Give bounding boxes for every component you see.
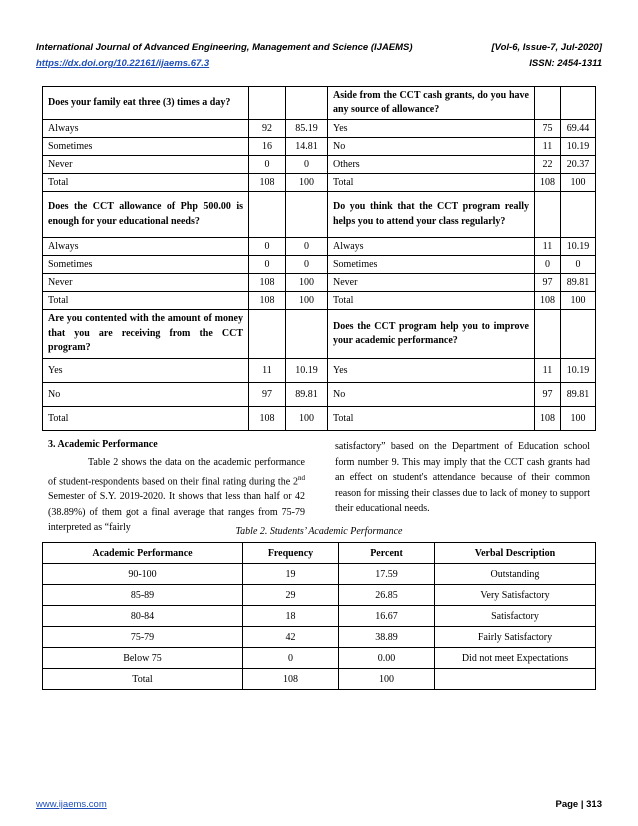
- table-header-row: [43, 543, 596, 564]
- verbal-description-cell: Outstanding: [435, 564, 596, 585]
- percent-cell: 100: [286, 274, 328, 292]
- empty-cell: [535, 192, 561, 238]
- frequency-cell: 11: [535, 359, 561, 383]
- frequency-cell: 108: [249, 407, 286, 431]
- table-row: [43, 256, 596, 274]
- paragraph-right: satisfactory” based on the Department of Education school form number 9. This may imply that the CCT cash grants had an effect on student's attendance because of their common reason for missing their classes due to lack of money to support their educational needs.: [335, 441, 590, 514]
- table-row: [43, 383, 596, 407]
- percent-cell: 17.59: [339, 564, 435, 585]
- verbal-description-cell: Fairly Satisfactory: [435, 627, 596, 648]
- response-label: Yes: [328, 120, 535, 138]
- empty-cell: [561, 87, 596, 120]
- performance-range-cell: Total: [43, 669, 243, 690]
- frequency-cell: 11: [535, 238, 561, 256]
- percent-cell: 38.89: [339, 627, 435, 648]
- response-label: Always: [328, 238, 535, 256]
- question-right: Does the CCT program help you to improve your academic performance?: [328, 310, 535, 359]
- frequency-cell: 0: [249, 156, 286, 174]
- response-label: Yes: [328, 359, 535, 383]
- percent-cell: 10.19: [561, 238, 596, 256]
- empty-cell: [561, 310, 596, 359]
- volume-issue: [Vol-6, Issue-7, Jul-2020]: [491, 42, 602, 53]
- performance-range-cell: 80-84: [43, 606, 243, 627]
- response-label: Total: [43, 407, 249, 431]
- frequency-cell: 11: [249, 359, 286, 383]
- percent-cell: 0: [561, 256, 596, 274]
- frequency-cell: 108: [249, 292, 286, 310]
- doi-link[interactable]: https://dx.doi.org/10.22161/ijaems.67.3: [36, 58, 210, 69]
- page-footer: [36, 799, 602, 810]
- question-row: [43, 192, 596, 238]
- frequency-cell: 108: [249, 174, 286, 192]
- percent-cell: 100: [286, 407, 328, 431]
- response-label: Sometimes: [43, 256, 249, 274]
- response-label: Sometimes: [328, 256, 535, 274]
- survey-results-table: [42, 86, 596, 431]
- verbal-description-cell: Very Satisfactory: [435, 585, 596, 606]
- frequency-cell: 108: [535, 292, 561, 310]
- frequency-cell: 108: [249, 274, 286, 292]
- response-label: No: [328, 383, 535, 407]
- empty-cell: [535, 87, 561, 120]
- frequency-cell: 108: [243, 669, 339, 690]
- academic-performance-table: [42, 542, 596, 690]
- percent-cell: 100: [561, 407, 596, 431]
- response-label: No: [328, 138, 535, 156]
- frequency-cell: 0: [243, 648, 339, 669]
- frequency-cell: 16: [249, 138, 286, 156]
- table-row: [43, 627, 596, 648]
- frequency-cell: 0: [249, 256, 286, 274]
- verbal-description-cell: Satisfactory: [435, 606, 596, 627]
- percent-cell: 89.81: [561, 274, 596, 292]
- frequency-cell: 0: [249, 238, 286, 256]
- percent-cell: 20.37: [561, 156, 596, 174]
- percent-cell: 0: [286, 238, 328, 256]
- frequency-cell: 97: [535, 383, 561, 407]
- header-academic-performance: Academic Performance: [43, 543, 243, 564]
- frequency-cell: 19: [243, 564, 339, 585]
- empty-cell: [561, 192, 596, 238]
- table-row: [43, 274, 596, 292]
- performance-range-cell: 85-89: [43, 585, 243, 606]
- para-left-sup: nd: [298, 473, 305, 482]
- table-2-caption: Table 2. Students’ Academic Performance: [235, 526, 403, 537]
- question-left: Are you contented with the amount of money that you are receiving from the CCT program?: [43, 310, 249, 359]
- empty-cell: [286, 310, 328, 359]
- frequency-cell: 108: [535, 174, 561, 192]
- site-link[interactable]: www.ijaems.com: [36, 799, 107, 810]
- percent-cell: 14.81: [286, 138, 328, 156]
- question-right: Aside from the CCT cash grants, do you have any source of allowance?: [328, 87, 535, 120]
- frequency-cell: 11: [535, 138, 561, 156]
- frequency-cell: 97: [535, 274, 561, 292]
- header-frequency: Frequency: [243, 543, 339, 564]
- table-row: [43, 648, 596, 669]
- percent-cell: 100: [286, 174, 328, 192]
- header-percent: Percent: [339, 543, 435, 564]
- percent-cell: 10.19: [286, 359, 328, 383]
- frequency-cell: 22: [535, 156, 561, 174]
- running-header: [36, 42, 602, 53]
- response-label: Never: [43, 274, 249, 292]
- table-row: [43, 669, 596, 690]
- question-left: Does your family eat three (3) times a day?: [43, 87, 249, 120]
- table-row: [43, 120, 596, 138]
- response-label: Total: [328, 407, 535, 431]
- percent-cell: 89.81: [561, 383, 596, 407]
- empty-cell: [249, 87, 286, 120]
- response-label: Always: [43, 120, 249, 138]
- frequency-cell: 92: [249, 120, 286, 138]
- response-label: Always: [43, 238, 249, 256]
- percent-cell: 100: [339, 669, 435, 690]
- empty-cell: [286, 192, 328, 238]
- empty-cell: [249, 310, 286, 359]
- percent-cell: 26.85: [339, 585, 435, 606]
- empty-cell: [249, 192, 286, 238]
- frequency-cell: 97: [249, 383, 286, 407]
- table-row: [43, 585, 596, 606]
- percent-cell: 100: [561, 174, 596, 192]
- response-label: Yes: [43, 359, 249, 383]
- para-left-text-b: Semester of S.Y. 2019-2020. It shows that less than half or 42 (38.89%) of them got a final average that ranges from 75-79 interpreted as “fairly: [48, 491, 305, 534]
- frequency-cell: 75: [535, 120, 561, 138]
- question-right: Do you think that the CCT program really helps you to attend your class regularly?: [328, 192, 535, 238]
- response-label: Never: [328, 274, 535, 292]
- question-row: [43, 87, 596, 120]
- empty-cell: [535, 310, 561, 359]
- question-row: [43, 310, 596, 359]
- para-left-text-a: Table 2 shows the data on the academic performance of student-respondents based on their final rating during the 2: [48, 457, 305, 487]
- question-left: Does the CCT allowance of Php 500.00 is enough for your educational needs?: [43, 192, 249, 238]
- frequency-cell: 0: [535, 256, 561, 274]
- table-row: [43, 407, 596, 431]
- empty-cell: [286, 87, 328, 120]
- percent-cell: 0.00: [339, 648, 435, 669]
- percent-cell: 10.19: [561, 138, 596, 156]
- response-label: Sometimes: [43, 138, 249, 156]
- table-row: [43, 292, 596, 310]
- table-row: [43, 564, 596, 585]
- table-row: [43, 238, 596, 256]
- response-label: Others: [328, 156, 535, 174]
- response-label: Total: [328, 174, 535, 192]
- running-header-2: [36, 58, 602, 69]
- percent-cell: 100: [561, 292, 596, 310]
- response-label: Never: [43, 156, 249, 174]
- section-heading: 3. Academic Performance: [48, 439, 158, 450]
- table-row: [43, 606, 596, 627]
- frequency-cell: 29: [243, 585, 339, 606]
- performance-range-cell: 75-79: [43, 627, 243, 648]
- table-row: [43, 174, 596, 192]
- percent-cell: 0: [286, 256, 328, 274]
- response-label: Total: [43, 292, 249, 310]
- table-row: [43, 156, 596, 174]
- percent-cell: 0: [286, 156, 328, 174]
- percent-cell: 85.19: [286, 120, 328, 138]
- performance-range-cell: 90-100: [43, 564, 243, 585]
- table-row: [43, 359, 596, 383]
- response-label: No: [43, 383, 249, 407]
- percent-cell: 16.67: [339, 606, 435, 627]
- performance-range-cell: Below 75: [43, 648, 243, 669]
- verbal-description-cell: [435, 669, 596, 690]
- response-label: Total: [328, 292, 535, 310]
- verbal-description-cell: Did not meet Expectations: [435, 648, 596, 669]
- journal-title: International Journal of Advanced Engineering, Management and Science (IJAEMS): [36, 42, 413, 53]
- table-row: [43, 138, 596, 156]
- percent-cell: 69.44: [561, 120, 596, 138]
- frequency-cell: 42: [243, 627, 339, 648]
- frequency-cell: 108: [535, 407, 561, 431]
- page-number: Page | 313: [555, 799, 602, 810]
- response-label: Total: [43, 174, 249, 192]
- header-verbal-description: Verbal Description: [435, 543, 596, 564]
- frequency-cell: 18: [243, 606, 339, 627]
- percent-cell: 10.19: [561, 359, 596, 383]
- percent-cell: 100: [286, 292, 328, 310]
- issn: ISSN: 2454-1311: [529, 58, 602, 69]
- paragraph-left: [48, 455, 305, 536]
- percent-cell: 89.81: [286, 383, 328, 407]
